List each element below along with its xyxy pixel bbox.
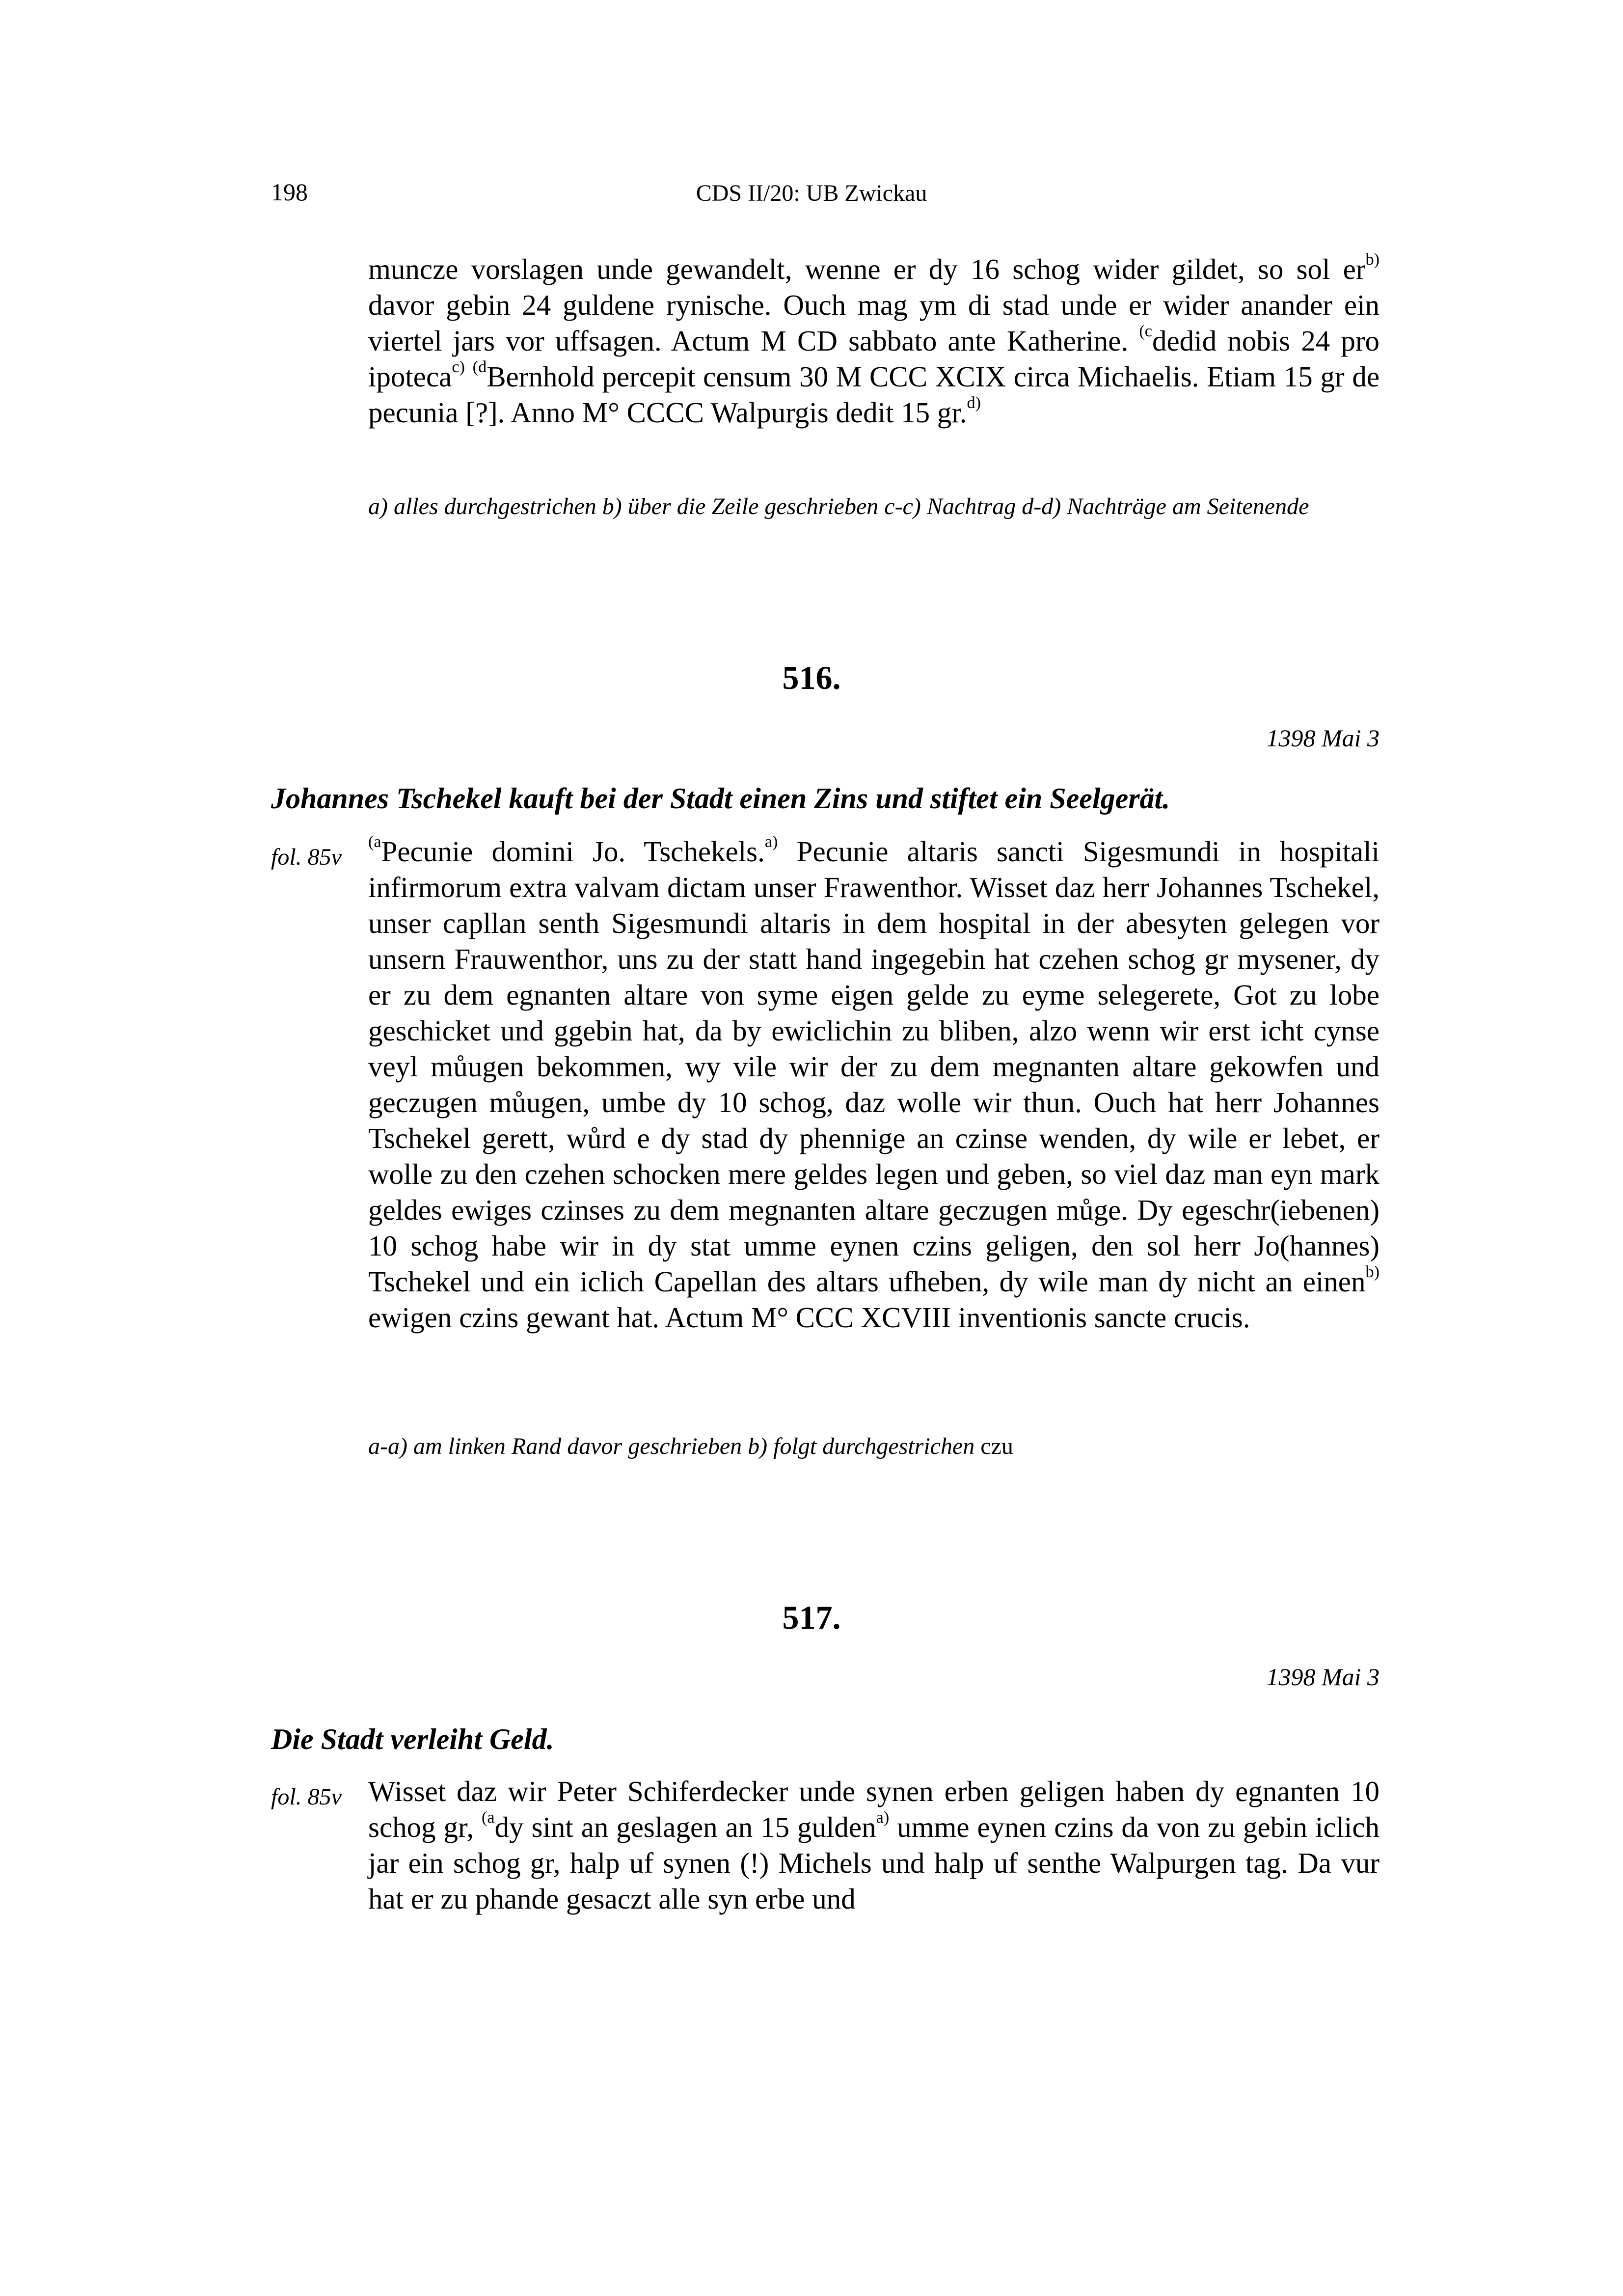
text-run: Pecunie domini Jo. Tschekels.: [381, 835, 765, 868]
footnote-marker: b): [1365, 1262, 1380, 1281]
footnote-marker: b): [1365, 250, 1380, 269]
entry-footnote-516: [368, 1431, 1380, 1462]
carryover-paragraph: [368, 251, 1380, 431]
text-run: [465, 360, 473, 393]
text-run: Bernhold percepit censum 30 M CCC XCIX circa Michaelis. Etiam 15 gr de pecunia [?]. Anno M° CCCC Walpurgis dedit 15 gr.: [368, 360, 1380, 429]
footnote-marker: (a: [368, 832, 381, 851]
entry-number-516: 516.: [782, 659, 841, 696]
entry-title-516: Johannes Tschekel kauft bei der Stadt einen Zins und stiftet ein Seelgerät.: [271, 782, 1170, 815]
footnote-marker: (c: [1139, 322, 1152, 340]
folio-reference-516: fol. 85v: [271, 844, 342, 870]
entry-title-517: Die Stadt verleiht Geld.: [271, 1723, 554, 1755]
footnote-italic: a-a) am linken Rand davor geschrieben b) folgt durchgestrichen: [368, 1433, 981, 1459]
carryover-footnote: a) alles durchgestrichen b) über die Zeile geschrieben c-c) Nachtrag d-d) Nachträge am Seitenende: [368, 493, 1309, 519]
footnote-marker: a): [876, 1808, 890, 1827]
footnote-marker: c): [452, 357, 465, 376]
folio-reference-517: fol. 85v: [271, 1784, 342, 1810]
text-run: dedid nobis 24 pro ipoteca: [368, 325, 1380, 393]
text-run: ewigen czins gewant hat. Actum M° CCC XCVIII inventionis sancte crucis.: [368, 1301, 1250, 1334]
entry-date-517: 1398 Mai 3: [1266, 1663, 1380, 1691]
text-run: umme eynen czins da von zu gebin iclich jar ein schog gr, halp uf synen (!) Michels und halp uf senthe Walpurgen tag. Da vur hat er zu phande gesaczt alle syn erbe und: [368, 1811, 1380, 1915]
entry-date-516: 1398 Mai 3: [1266, 724, 1380, 752]
footnote-roman: czu: [980, 1433, 1013, 1459]
page-number: 198: [271, 178, 308, 206]
footnote-marker: d): [967, 393, 981, 412]
text-run: Pecunie altaris sancti Sigesmundi in hospitali infirmorum extra valvam dictam unser Frawenthor. Wisset daz herr Johannes Tschekel, unser capllan senth Sigesmundi altaris in dem hospital in der abesyten gelegen vor unsern Frauwenthor, uns zu der statt hand ingegebin hat czehen schog gr mysener, dy er zu dem egnanten altare von syme eigen gelde zu eyme selegerete, Got zu lobe geschicket und ggebin hat, da by ewiclichin zu bliben, alzo wenn wir erst icht cynse veyl můugen bekommen, wy vile wir der zu dem megnanten altare gekowfen und geczugen můugen, umbe dy 10 schog, daz wolle wir thun. Ouch hat herr Johannes Tschekel gerett, wůrd e dy stad dy phennige an czinse wenden, dy wile er lebet, er wolle zu den czehen schocken mere geldes legen und geben, so viel daz man eyn mark geldes ewiges czinses zu dem megnanten altare geczugen můge. Dy egeschr(iebenen) 10 schog habe wir in dy stat umme eynen czins geligen, den sol herr Jo(hannes) Tschekel und ein iclich Capellan des altars ufheben, dy wile man dy nicht an einen: [368, 835, 1380, 1298]
text-run: muncze vorslagen unde gewandelt, wenne er dy 16 schog wider gildet, so sol er: [368, 253, 1366, 285]
text-run: davor gebin 24 guldene rynische. Ouch mag ym di stad unde er wider anander ein viertel jars vor uffsagen. Actum M CD sabbato ante Katherine.: [368, 289, 1380, 357]
text-run: Wisset daz wir Peter Schiferdecker unde synen erben geligen haben dy egnanten 10 schog gr,: [368, 1775, 1380, 1843]
running-title: CDS II/20: UB Zwickau: [696, 180, 927, 206]
text-run: dy sint an geslagen an 15 gulden: [494, 1811, 876, 1843]
entry-number-517: 517.: [782, 1599, 841, 1636]
footnote-marker: a): [764, 832, 778, 851]
footnote-marker: (a: [482, 1808, 495, 1827]
footnote-marker: (d: [472, 357, 487, 376]
entry-text-517: [368, 1774, 1380, 1917]
entry-text-516: [368, 834, 1380, 1336]
